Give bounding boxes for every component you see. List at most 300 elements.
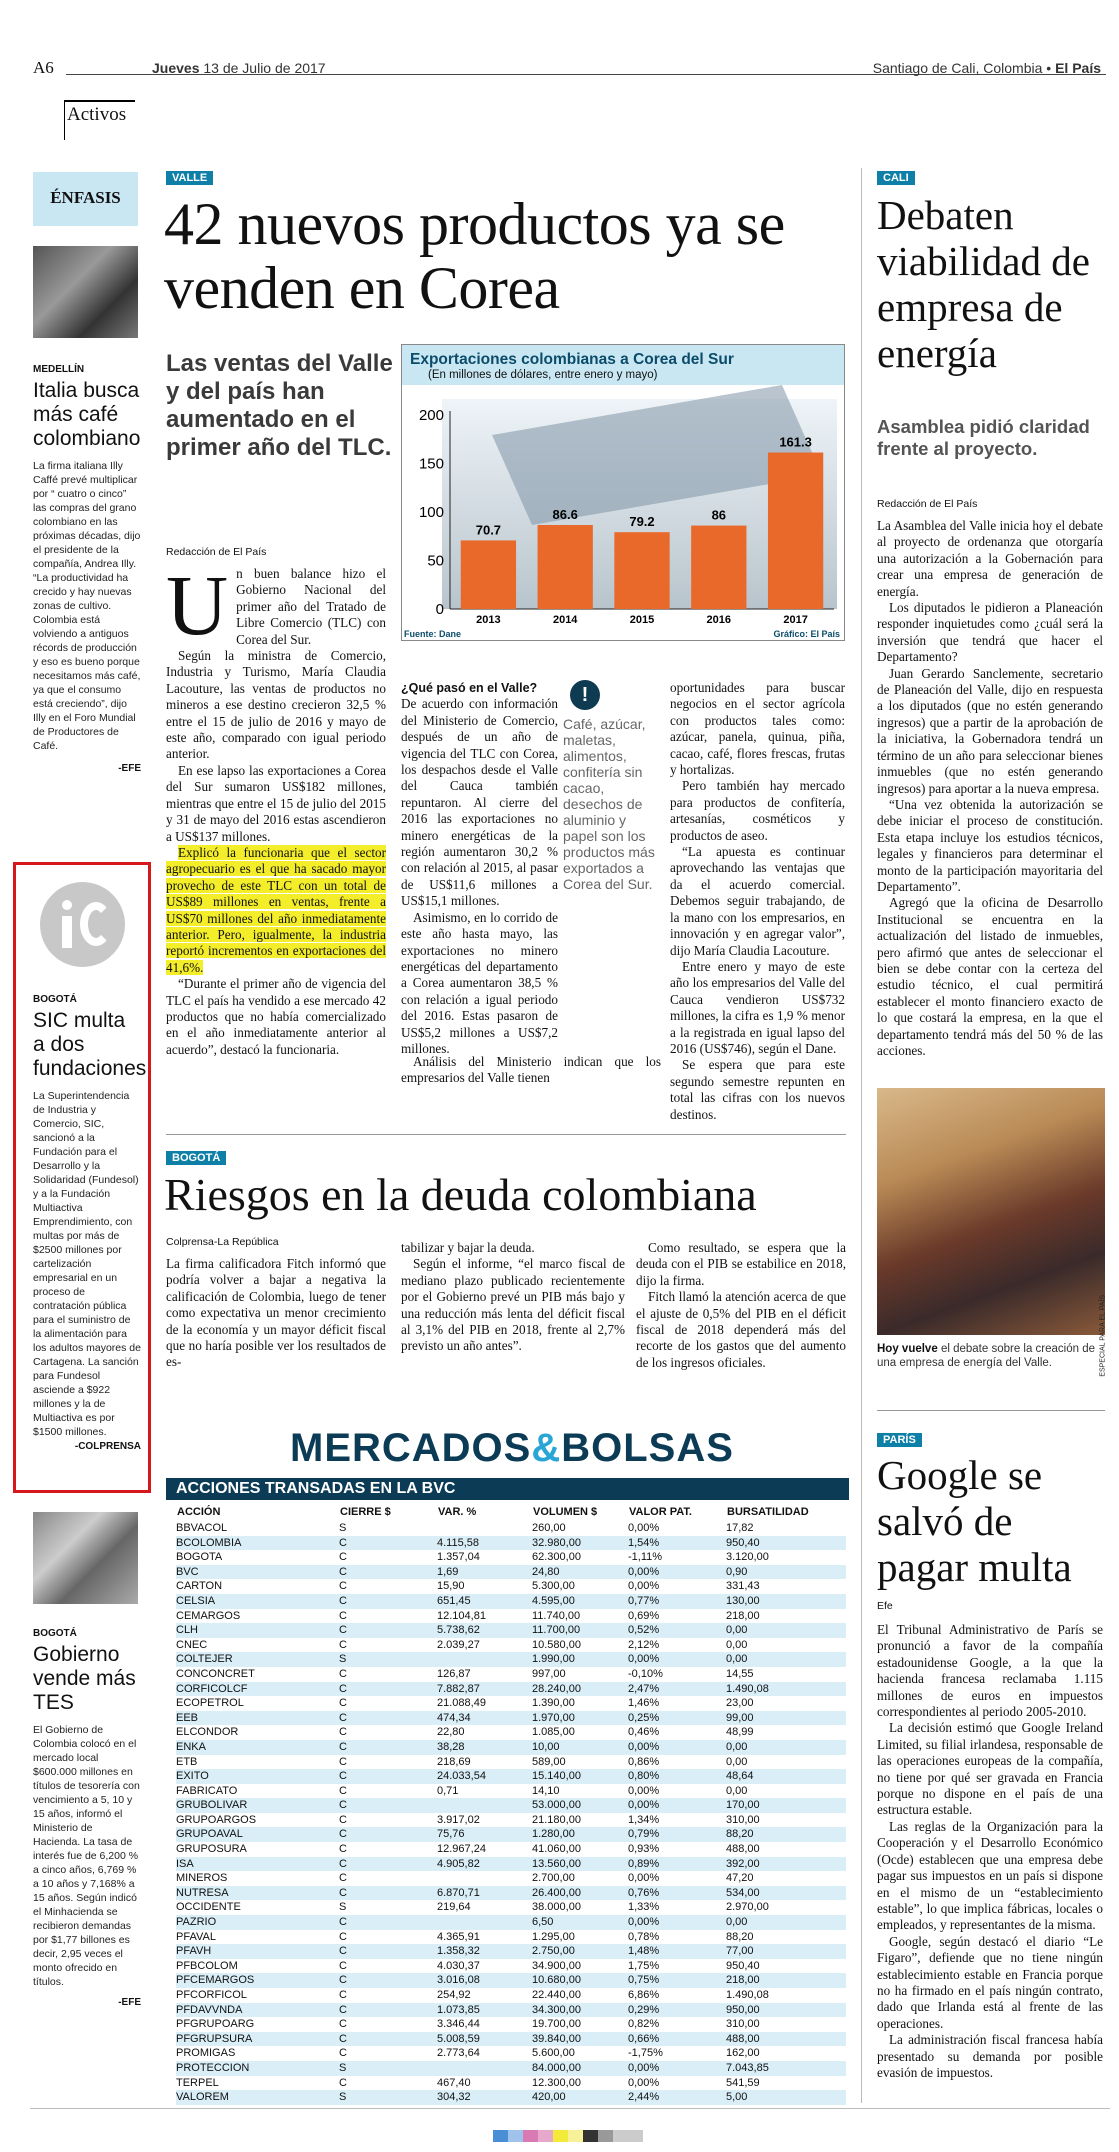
debt-p4: Como resultado, se espera que la deuda con el PIB se estabilice en 2018, dijo la firma. (636, 1240, 846, 1288)
table-row (176, 1769, 846, 1784)
table-cell: 39.840,00 (532, 2032, 628, 2047)
table-cell: 12.104,81 (437, 1609, 486, 1622)
table-cell: ENKA (176, 1740, 339, 1755)
main-col-3 (670, 680, 845, 1123)
energy-caption-text: el debate sobre la creación de una empresa de energía del Valle. (877, 1343, 1096, 1369)
debt-tag-wrap (166, 1148, 226, 1166)
sic-logo (40, 882, 125, 967)
table-cell: 254,92 (437, 1989, 471, 2001)
item3-title: Gobierno vende más TES (33, 1643, 136, 1714)
table-cell: -0,10% (628, 1667, 663, 1680)
table-cell: 1.358,32 (437, 1944, 532, 1959)
table-row (176, 1521, 846, 1536)
table-cell: 12.300,00 (532, 2076, 581, 2089)
energy-col (877, 518, 1103, 1059)
stocks-header-cell: VALOR PAT. (629, 1506, 692, 1518)
table-cell: 331,43 (726, 1580, 760, 1593)
section-box (64, 100, 135, 140)
google-p2: La decisión estimó que Google Ireland Limited, su filial irlandesa, responsable de las operaciones europeas de la compañía, no tiene por qué ser gravada en Francia porque no dispone en el país de una estructura estable. (877, 1720, 1103, 1818)
table-cell: 0,79% (628, 1827, 726, 1842)
table-row (176, 1900, 846, 1915)
google-p5: La administración fiscal francesa había presentado su demanda por posible evasión de impuestos. (877, 2032, 1103, 2080)
table-cell: PROTECCION (176, 2061, 339, 2076)
table-cell: CNEC (176, 1638, 208, 1651)
table-row (176, 1784, 846, 1799)
markets-title-b: BOLSAS (561, 1426, 734, 1470)
table-cell: 310,00 (726, 1813, 760, 1826)
table-cell: 34.900,00 (532, 1959, 581, 1972)
main-tag: VALLE (166, 171, 213, 185)
stocks-header-cell: VOLUMEN $ (533, 1506, 598, 1518)
table-cell: S (339, 2061, 437, 2076)
table-cell: 0,00 (726, 1652, 846, 1667)
table-cell: 3.917,02 (437, 1813, 480, 1826)
table-cell: 130,00 (726, 1594, 846, 1609)
table-cell: C (339, 1580, 347, 1593)
table-cell: 10.680,00 (532, 1973, 628, 1988)
table-cell: S (339, 1522, 347, 1534)
table-row (176, 1536, 846, 1551)
table-cell: 1,48% (628, 1944, 726, 1959)
table-cell: 950,40 (726, 1536, 846, 1551)
table-cell: 0,00 (726, 1623, 846, 1638)
y-tick-label: 50 (427, 552, 444, 570)
section-label: Activos (67, 104, 127, 125)
table-cell: C (339, 2032, 437, 2047)
table-cell: 1.970,00 (532, 1711, 628, 1726)
item2-place: BOGOTÁ (33, 994, 77, 1005)
table-cell: 15.140,00 (532, 1769, 628, 1784)
table-cell: 38,28 (437, 1740, 532, 1755)
table-cell: 84.000,00 (532, 2061, 628, 2076)
table-cell: 534,00 (726, 1886, 846, 1901)
main-p3 (166, 845, 386, 976)
table-cell: C (339, 1594, 437, 1609)
table-cell: 589,00 (532, 1755, 566, 1768)
main-p12: Se espera que para este segundo semestre repunten en total las cifras con los nuevos destinos. (670, 1057, 845, 1122)
table-cell: CARTON (176, 1580, 223, 1593)
table-cell: 38.000,00 (532, 1901, 581, 1914)
main-p6: Asimismo, en lo corrido de este año hasta mayo, las exportaciones no minero energéticas del departamento a Corea aumentaron 38,5 % con relación a igual periodo del 2016. Estas pasaron de US$5,2 millones a US$7,2 millones. (401, 909, 558, 1056)
table-cell: 62.300,00 (532, 1551, 581, 1564)
table-cell: 88,20 (726, 1930, 754, 1943)
item3-source: -EFE (118, 1997, 141, 2008)
table-cell: 48,64 (726, 1769, 846, 1784)
table-cell: C (339, 1930, 347, 1943)
energy-byline: Redacción de El País (877, 498, 978, 510)
enfasis-photo-money (33, 1512, 138, 1604)
table-cell: CORFICOLCF (176, 1682, 339, 1697)
table-row (176, 1959, 846, 1974)
main-p3-highlight: Explicó la funcionaria que el sector agropecuario es el que ha sacado mayor provecho de este TLC con un total de US$89 millones en ventas, frente a US$70 millones del año inmediatamente anterior. Pero, igualmente, la industria reportó incrementos en exportaciones del 41,6%. (166, 844, 386, 975)
table-cell: 1.073,85 (437, 2003, 532, 2018)
table-cell: PFAVAL (176, 1930, 216, 1943)
table-cell: PAZRIO (176, 1915, 339, 1930)
table-cell: 22.440,00 (532, 1989, 581, 2001)
main-col-2 (401, 680, 558, 1057)
table-cell: EXITO (176, 1769, 339, 1784)
color-registration-bar (493, 2130, 643, 2142)
table-cell: BVC (176, 1565, 339, 1580)
x-tick-label: 2015 (629, 614, 655, 626)
table-row (176, 1755, 846, 1770)
table-cell: COLTEJER (176, 1652, 339, 1667)
table-cell: 0,00% (628, 1652, 726, 1667)
table-cell: C (339, 1989, 347, 2001)
stocks-table (176, 1503, 846, 2105)
debt-tag: BOGOTÁ (166, 1151, 226, 1165)
table-cell: 14,10 (532, 1784, 560, 1797)
table-row (176, 1550, 846, 1565)
table-cell: 5.738,62 (437, 1623, 532, 1638)
enfasis-label-box (33, 172, 138, 226)
city-text: Santiago de Cali, Colombia • (872, 60, 1052, 76)
main-p4: “Durante el primer año de vigencia del TLC el país ha vendido a ese mercado 42 productos que no había comercializado en el año inmediatamente anterior al acuerdo”, destacó la funcionaria. (166, 976, 386, 1057)
table-cell: C (339, 1857, 437, 1872)
energy-photo-credit: ESPECIAL PARA EL PAÍS (1100, 1295, 1107, 1377)
table-cell: 10.580,00 (532, 1638, 581, 1651)
table-cell: 5.600,00 (532, 2047, 575, 2060)
table-row (176, 1886, 846, 1901)
table-cell: 0,00 (726, 1915, 846, 1930)
table-row (176, 1638, 846, 1653)
table-cell: BOGOTA (176, 1551, 223, 1564)
table-cell: C (339, 1784, 347, 1797)
table-cell: 0,00% (628, 1872, 660, 1885)
table-row (176, 1594, 846, 1609)
bar-value-label: 86.6 (552, 506, 578, 522)
table-cell: 48,99 (726, 1726, 754, 1739)
table-cell: 1.990,00 (532, 1652, 628, 1667)
table-cell: 14,55 (726, 1667, 754, 1680)
debt-byline: Colprensa-La República (166, 1236, 279, 1248)
main-subhead: ¿Qué pasó en el Valle? (401, 681, 538, 695)
date-day: Jueves (152, 60, 200, 76)
table-cell: 0,82% (628, 2018, 660, 2031)
table-cell: C (339, 1711, 437, 1726)
table-row (176, 1667, 846, 1682)
table-cell: 6,50 (532, 1915, 628, 1930)
debt-col-1 (166, 1256, 386, 1371)
table-cell: 0,00% (628, 2076, 660, 2089)
table-cell: 0,00% (628, 1580, 660, 1593)
table-cell: C (339, 1827, 437, 1842)
table-cell: S (339, 1901, 347, 1914)
google-col (877, 1622, 1103, 2081)
table-cell: 0,78% (628, 1930, 660, 1943)
bar-2014 (538, 525, 593, 609)
table-cell (437, 2061, 532, 2076)
table-cell: C (339, 1667, 347, 1680)
table-cell: 21.088,49 (437, 1697, 486, 1710)
table-cell: 0,76% (628, 1886, 726, 1901)
table-cell: 0,00% (628, 1798, 726, 1813)
table-cell: C (339, 1769, 437, 1784)
stocks-header-cell: BURSATILIDAD (727, 1506, 809, 1518)
bar-value-label: 161.3 (779, 434, 812, 450)
table-cell (437, 1915, 532, 1930)
debt-separator (166, 1134, 846, 1135)
table-row (176, 1813, 846, 1828)
debt-title: Riesgos en la deuda colombiana (164, 1169, 757, 1220)
table-cell: OCCIDENTE (176, 1901, 241, 1914)
debt-p3: Según el informe, “el marco fiscal de mediano plazo publicado recientemente por el Gobierno prevé un PIB más bajo y una reducción más lenta del déficit fiscal al 3,1% del PIB en 2018, frente al 2,7% previsto un año antes”. (401, 1256, 625, 1354)
stocks-header-row (176, 1503, 846, 1521)
main-col-2-tail (401, 1054, 661, 1087)
table-cell: 0,00% (628, 1522, 660, 1534)
table-row (176, 2003, 846, 2018)
table-cell: C (339, 1551, 347, 1564)
table-cell: C (339, 1755, 347, 1768)
table-cell: 310,00 (726, 2018, 760, 2031)
table-row (176, 1827, 846, 1842)
table-cell: 1.357,04 (437, 1551, 480, 1564)
table-cell (437, 1652, 532, 1667)
table-row (176, 1579, 846, 1594)
debt-p5: Fitch llamó la atención acerca de que el ajuste de 0,5% del PIB en el déficit fiscal de 2018 dependerá más del recorte de los gastos que del aumento de los ingresos oficiales. (636, 1289, 846, 1370)
enfasis-item2 (33, 994, 147, 1452)
chart-credit: Gráfico: El País (773, 629, 840, 639)
energy-p3: Juan Gerardo Sanclemente, secretario de Planeación del Valle, dijo en respuesta a los diputados (que no estén generando ingresos) que a partir de la aprobación de la iniciativa, la Gobernadora tendrá un término de un año para seleccionar bienes inmuebles (que no estén generando ingresos) para aportar a la nueva empresa. (877, 665, 1103, 796)
debt-col-3 (636, 1240, 846, 1371)
table-cell: CEMARGOS (176, 1609, 241, 1622)
main-p2: En ese lapso las exportaciones a Corea del Sur sumaron US$182 millones, mientras que entre el 15 de julio del 2015 y 31 de mayo del 2016 estas ascendieron a US$137 millones. (166, 762, 386, 844)
stocks-header-cell: CIERRE $ (340, 1506, 391, 1518)
table-cell (437, 1871, 532, 1886)
table-cell: 0,66% (628, 2032, 726, 2047)
table-cell: 24,80 (532, 1565, 628, 1580)
table-cell: 12.967,24 (437, 1843, 486, 1856)
table-cell: BBVACOL (176, 1522, 228, 1534)
bar-2016 (691, 526, 746, 609)
table-cell: 218,00 (726, 1609, 760, 1622)
sic-logo-i (62, 900, 72, 910)
enfasis-photo-coffee (33, 246, 138, 338)
enfasis-label: ÉNFASIS (50, 188, 121, 207)
table-cell: C (339, 1697, 347, 1710)
table-cell: 2,47% (628, 1682, 726, 1697)
main-p1: Según la ministra de Comercio, Industria y Turismo, María Claudia Lacouture, las ventas de productos no mineros a ese destino crecieron 32,5 % entre el 15 de julio de 2016 y mayo de este año, comparado con igual periodo anterior. (166, 648, 386, 762)
table-cell: 11.740,00 (532, 1609, 581, 1622)
table-cell: 4.595,00 (532, 1594, 628, 1609)
date-rest: 13 de Julio de 2017 (203, 60, 326, 76)
table-cell: PFGRUPSURA (176, 2032, 339, 2047)
table-row (176, 1696, 846, 1711)
table-row (176, 1973, 846, 1988)
table-cell: 467,40 (437, 2076, 471, 2089)
table-cell: C (339, 1886, 437, 1901)
table-cell: 15,90 (437, 1580, 465, 1593)
table-row (176, 1609, 846, 1624)
table-cell: 0,00% (628, 1915, 726, 1930)
table-cell: 21.180,00 (532, 1813, 581, 1826)
table-cell: 2.700,00 (532, 1872, 575, 1885)
table-row (176, 1915, 846, 1930)
chart-subtitle: (En millones de dólares, entre enero y mayo) (428, 369, 658, 381)
table-cell: 474,34 (437, 1711, 532, 1726)
table-cell: 28.240,00 (532, 1682, 628, 1697)
main-tag-wrap (166, 168, 213, 186)
table-cell: 99,00 (726, 1711, 846, 1726)
markets-title (290, 1426, 734, 1471)
pull-quote: Café, azúcar, maletas, alimentos, confitería sin cacao, desechos de aluminio y papel son los productos más exportados a Corea del Sur. (563, 716, 655, 892)
table-cell: 1.295,00 (532, 1930, 575, 1943)
table-row (176, 1711, 846, 1726)
table-cell: PROMIGAS (176, 2047, 236, 2060)
header-city (873, 60, 1101, 76)
table-cell: ISA (176, 1857, 339, 1872)
table-cell: 218,00 (726, 1973, 846, 1988)
markets-title-a: MERCADOS (290, 1426, 532, 1470)
table-cell: ELCONDOR (176, 1726, 239, 1739)
main-lead: n buen balance hizo el Gobierno Nacional del primer año del Tratado de Libre Comercio (TLC) con Corea del Sur. (236, 566, 386, 647)
energy-caption (877, 1342, 1105, 1370)
markets-amp: & (531, 1426, 562, 1470)
table-cell: -1,75% (628, 2047, 663, 2060)
table-cell (437, 1521, 532, 1536)
header-date (152, 60, 326, 76)
table-cell: 1.490,08 (726, 1989, 769, 2001)
table-cell: EEB (176, 1711, 339, 1726)
table-cell: C (339, 2018, 347, 2031)
main-col-1 (166, 557, 386, 1058)
stocks-header-cell: ACCIÓN (177, 1506, 221, 1518)
energy-title: Debaten viabilidad de empresa de energía (877, 192, 1090, 376)
table-row (176, 1871, 846, 1886)
right-col-rule (861, 168, 862, 2103)
table-cell: 3.346,44 (437, 2018, 480, 2031)
table-cell: PFCEMARGOS (176, 1973, 339, 1988)
bar-2013 (461, 540, 516, 609)
quote-icon: ! (570, 680, 600, 710)
table-cell: 22,80 (437, 1726, 465, 1739)
table-cell: GRUPOSURA (176, 1843, 247, 1856)
table-cell: 19.700,00 (532, 2018, 581, 2031)
y-tick-label: 100 (418, 504, 444, 521)
table-row (176, 2090, 846, 2105)
bar-value-label: 70.7 (475, 522, 502, 538)
table-cell: FABRICATO (176, 1784, 238, 1797)
table-cell: C (339, 1959, 347, 1972)
table-cell: 88,20 (726, 1827, 846, 1842)
energy-deck: Asamblea pidió claridad frente al proyecto. (877, 416, 1090, 459)
table-cell: C (339, 1682, 437, 1697)
main-title: 42 nuevos productos ya se venden en Corea (164, 191, 785, 321)
main-p9: Pero también hay mercado para productos de confitería, artesanías, cosméticos y productos de aseo. (670, 778, 845, 843)
item3-place: BOGOTÁ (33, 1628, 77, 1639)
table-cell: 13.560,00 (532, 1857, 628, 1872)
markets-bar (166, 1478, 849, 1500)
table-cell: S (339, 2090, 437, 2105)
table-cell: C (339, 2003, 437, 2018)
table-cell: 0,52% (628, 1623, 726, 1638)
x-tick-label: 2016 (706, 614, 732, 626)
table-cell: 41.060,00 (532, 1843, 581, 1856)
table-cell: CLH (176, 1623, 339, 1638)
x-tick-label: 2014 (552, 614, 578, 626)
table-cell: GRUBOLIVAR (176, 1798, 339, 1813)
table-cell: C (339, 1638, 347, 1651)
table-cell: 420,00 (532, 2090, 628, 2105)
table-cell: 0,00 (726, 1755, 748, 1768)
debt-col-2 (401, 1240, 625, 1355)
table-cell: 2.039,27 (437, 1638, 480, 1651)
table-row (176, 2017, 846, 2032)
item1-body: La firma italiana Illy Caffé prevé multiplicar por “ cuatro o cinco” las compras del grano colombiano en las próximas décadas, dijo el presidente de la compañía, Andrea Illy. “La productividad ha crecido y hay nuevas zonas de cultivo. Colombia está volviendo a antiguos récords de producción y eso es bueno porque necesitamos más café, ya que el consumo está creciendo”, dijo Illy en el Foro Mundial de Productores de Café. (33, 460, 141, 752)
table-cell: 0,80% (628, 1769, 726, 1784)
table-cell: C (339, 1609, 347, 1622)
item2-title: SIC multa a dos fundaciones (33, 1009, 147, 1080)
table-cell: 0,90 (726, 1565, 846, 1580)
table-cell: 47,20 (726, 1872, 754, 1885)
table-row (176, 2061, 846, 2076)
table-row (176, 1682, 846, 1697)
table-cell: C (339, 2047, 347, 2060)
table-cell: 0,93% (628, 1843, 660, 1856)
chart-source: Fuente: Dane (404, 629, 462, 639)
table-cell: 26.400,00 (532, 1886, 628, 1901)
table-cell: 6.870,71 (437, 1886, 532, 1901)
main-byline: Redacción de El País (166, 546, 267, 558)
table-cell: 488,00 (726, 2032, 846, 2047)
table-cell: 0,75% (628, 1973, 726, 1988)
table-cell: 392,00 (726, 1857, 846, 1872)
main-deck: Las ventas del Valle y del país han aumentado en el primer año del TLC. (166, 350, 393, 461)
table-cell: CELSIA (176, 1594, 339, 1609)
table-cell: 11.700,00 (532, 1623, 628, 1638)
y-tick-label: 200 (418, 407, 444, 424)
main-p11: Entre enero y mayo de este año los empresarios del Valle del Cauca vendieron US$732 millones, la cifra es 1,9 % menor a la registrada en igual lapso del 2016 (US$746), según el Dane. (670, 958, 845, 1056)
table-row (176, 1623, 846, 1638)
table-cell: S (339, 1652, 437, 1667)
enfasis-item1 (33, 364, 141, 774)
table-cell: MINEROS (176, 1872, 228, 1885)
main-dropcap: U (166, 557, 229, 653)
table-cell: 488,00 (726, 1843, 760, 1856)
table-cell: 219,64 (437, 1901, 471, 1914)
table-cell: 0,46% (628, 1726, 660, 1739)
sic-logo-stem (62, 916, 72, 948)
energy-caption-bold: Hoy vuelve (877, 1343, 938, 1355)
table-cell: C (339, 1726, 347, 1739)
bar-2015 (614, 532, 669, 609)
table-cell: 0,71 (437, 1784, 459, 1797)
table-cell: 0,89% (628, 1857, 726, 1872)
table-cell: C (339, 2076, 347, 2089)
table-cell: 0,86% (628, 1755, 660, 1768)
table-row (176, 2032, 846, 2047)
table-cell: TERPEL (176, 2076, 219, 2089)
table-cell: C (339, 1740, 437, 1755)
google-p3: Las reglas de la Organización para la Cooperación y el Desarrollo Económico (Ocde) establecen que una empresa debe pagar sus impuestos en un país si dispone en el mismo de un “establecimiento estable”, lo que implica fábricas, locales o empleados, y representantes de la misma. (877, 1818, 1103, 1933)
table-row (176, 1930, 846, 1945)
footer-rule (30, 2108, 1110, 2109)
table-cell: 10,00 (532, 1740, 628, 1755)
table-cell: 2.750,00 (532, 1944, 628, 1959)
table-cell: GRUPOARGOS (176, 1813, 257, 1826)
table-cell: 17,82 (726, 1522, 754, 1534)
energy-p2: Los diputados le pidieron a Planeación responder inquietudes como ¿cuál será la inversión que tendrá que hacer el Departamento? (877, 600, 1103, 665)
table-cell: 5.300,00 (532, 1580, 575, 1593)
table-cell: CONCONCRET (176, 1667, 255, 1680)
energy-p4: “Una vez obtenida la autorización se debe iniciar el proceso de constitución. Esta etapa incluye los estudios técnicos, legales y financieros para determinar el monto de la participación mayoritaria del Departamento”. (877, 796, 1103, 894)
table-cell: 1.280,00 (532, 1827, 628, 1842)
table-cell: 3.120,00 (726, 1551, 769, 1564)
table-cell: 1,54% (628, 1536, 726, 1551)
table-cell: 0,29% (628, 2003, 726, 2018)
energy-tag-wrap (877, 168, 915, 186)
table-cell: 4.365,91 (437, 1930, 480, 1943)
